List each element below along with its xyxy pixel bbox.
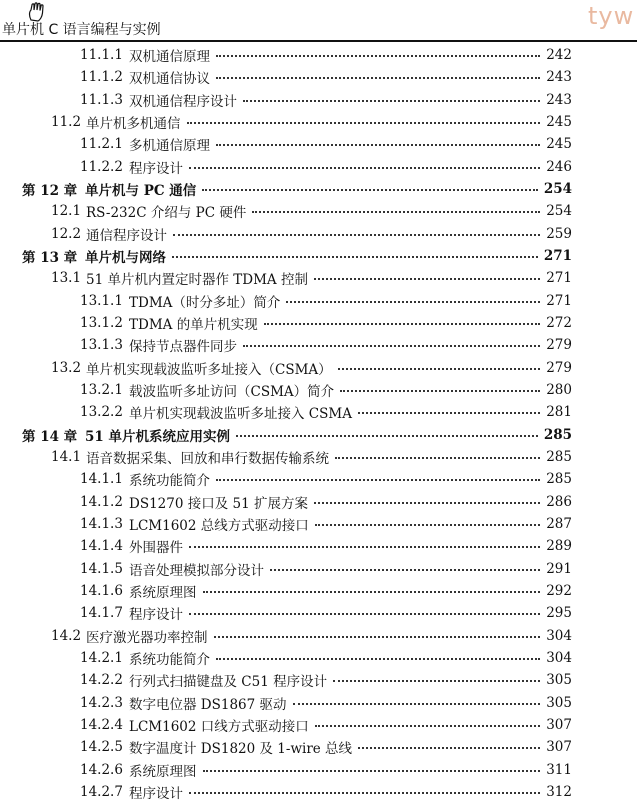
toc-leader-dots — [270, 569, 540, 571]
toc-title: 双机通信程序设计 — [129, 93, 237, 110]
toc-subsection-row — [0, 558, 637, 580]
toc-leader-dots — [286, 301, 540, 303]
toc-title: 载波监听多址访问（CSMA）简介 — [129, 383, 335, 400]
toc-number: 13.1.3 — [80, 337, 123, 354]
toc-page-number: 271 — [543, 247, 572, 264]
toc-page-number: 307 — [546, 716, 572, 733]
toc-leader-dots — [189, 546, 540, 548]
toc-number: 11.1.1 — [80, 47, 123, 63]
toc-title: 语音处理模拟部分设计 — [129, 562, 264, 579]
toc-number: 14.2.5 — [80, 739, 123, 756]
toc-subsection-row — [0, 44, 637, 66]
toc-subsection-row — [0, 669, 637, 691]
toc-number: 14.2 — [51, 627, 82, 644]
toc-page-number: 243 — [546, 69, 572, 86]
toc-subsection-row — [0, 535, 637, 557]
toc-subsection-row — [0, 401, 637, 423]
toc-leader-dots — [214, 636, 541, 638]
toc-number: 14.1.5 — [80, 560, 123, 577]
toc-number: 14.2.3 — [80, 694, 123, 711]
toc-title: TDMA 的单片机实现 — [129, 316, 258, 333]
toc-number: 14.1.4 — [80, 538, 123, 555]
toc-title: LCM1602 口线方式驱动接口 — [129, 718, 309, 735]
toc-leader-dots — [340, 390, 540, 392]
toc-leader-dots — [314, 278, 540, 280]
toc-page-number: 254 — [543, 180, 572, 197]
toc-subsection-row — [0, 602, 637, 624]
toc-leader-dots — [216, 77, 540, 79]
toc-subsection-row — [0, 312, 637, 334]
toc-title: DS1270 接口及 51 扩展方案 — [129, 495, 308, 512]
toc-leader-dots — [315, 725, 540, 727]
toc-page-number: 304 — [546, 627, 572, 644]
toc-leader-dots — [243, 345, 540, 347]
toc-title: 单片机多机通信 — [86, 115, 181, 132]
toc-page-number: 287 — [546, 515, 572, 532]
toc-title: 系统原理图 — [129, 763, 197, 780]
toc-title: 数字电位器 DS1867 驱动 — [129, 696, 287, 713]
toc-page-number: 285 — [546, 448, 572, 465]
toc-leader-dots — [189, 792, 540, 794]
toc-leader-dots — [243, 100, 540, 102]
toc-title: 单片机与 PC 通信 — [85, 182, 197, 199]
toc-section-row — [0, 223, 637, 245]
toc-page-number: 285 — [546, 471, 572, 488]
toc-title: TDMA（时分多址）简介 — [129, 294, 281, 311]
toc-title: 双机通信协议 — [129, 71, 210, 88]
toc-number: 11.1.3 — [80, 91, 123, 108]
toc-leader-dots — [216, 658, 540, 660]
toc-number: 14.1.3 — [80, 515, 123, 532]
toc-title: 单片机与网络 — [85, 249, 166, 266]
toc-chapter-row — [0, 245, 637, 267]
toc-subsection-row — [0, 714, 637, 736]
toc-page-number: 281 — [546, 404, 572, 421]
toc-leader-dots — [264, 323, 541, 325]
toc-section-row — [0, 357, 637, 379]
toc-subsection-row — [0, 133, 637, 155]
toc-number: 12.1 — [51, 203, 82, 220]
toc-number: 13.1.2 — [80, 314, 123, 331]
toc-subsection-row — [0, 290, 637, 312]
toc-page-number: 271 — [546, 292, 572, 309]
toc-section-row — [0, 446, 637, 468]
toc-subsection-row — [0, 66, 637, 88]
toc-leader-dots — [203, 591, 541, 593]
toc-number: 14.2.1 — [80, 649, 123, 666]
toc-page-number: 243 — [546, 91, 572, 108]
toc-number: 14.1.6 — [80, 582, 123, 599]
toc-subsection-row — [0, 334, 637, 356]
toc-leader-dots — [216, 55, 540, 57]
toc-number: 11.2 — [51, 113, 82, 130]
toc-subsection-row — [0, 379, 637, 401]
toc-page-number: 279 — [546, 337, 572, 354]
toc-subsection-row — [0, 156, 637, 178]
toc-section-row — [0, 267, 637, 289]
toc-page-number: 312 — [546, 783, 572, 800]
toc-leader-dots — [315, 524, 540, 526]
toc-page-number: 304 — [546, 649, 572, 666]
toc-subsection-row — [0, 491, 637, 513]
toc-title: 系统功能简介 — [129, 651, 210, 668]
toc-title: 系统原理图 — [129, 584, 197, 601]
toc-title: 单片机实现载波监听多址接入 CSMA — [129, 406, 352, 423]
toc-number: 13.2.2 — [80, 404, 123, 421]
toc-leader-dots — [333, 680, 540, 682]
toc-page-number: 307 — [546, 739, 572, 756]
toc-title: 程序设计 — [129, 607, 183, 624]
toc-subsection-row — [0, 759, 637, 781]
toc-leader-dots — [189, 167, 540, 169]
toc-page-number: 272 — [546, 314, 572, 331]
book-title: 单片机 C 语言编程与实例 — [2, 22, 161, 38]
toc-page-number: 279 — [546, 359, 572, 376]
toc-section-row — [0, 625, 637, 647]
toc-number: 14.2.2 — [80, 672, 123, 689]
toc-number: 12.2 — [51, 225, 82, 242]
toc-number: 14.1 — [51, 448, 82, 465]
toc-page-number: 292 — [546, 582, 572, 599]
toc-page-number: 305 — [546, 694, 572, 711]
toc-section-row — [0, 111, 637, 133]
toc-leader-dots — [252, 211, 540, 213]
toc-subsection-row — [0, 692, 637, 714]
toc-leader-dots — [335, 457, 540, 459]
toc-leader-dots — [358, 747, 540, 749]
toc-section-row — [0, 200, 637, 222]
toc-number: 第 12 章 — [22, 182, 78, 199]
toc-title: 外围器件 — [129, 540, 183, 557]
toc-title: 医疗激光器功率控制 — [86, 629, 208, 646]
toc-leader-dots — [172, 256, 538, 258]
toc-leader-dots — [338, 368, 541, 370]
header-rule — [0, 40, 637, 42]
toc-number: 14.2.7 — [80, 783, 123, 800]
toc-title: LCM1602 总线方式驱动接口 — [129, 517, 309, 534]
toc-leader-dots — [358, 412, 540, 414]
toc-page-number: 245 — [546, 113, 572, 130]
toc-chapter-row — [0, 424, 637, 446]
toc-page-number: 242 — [546, 47, 572, 63]
toc-page-number: 305 — [546, 672, 572, 689]
toc-number: 13.2 — [51, 359, 82, 376]
toc-number: 14.1.1 — [80, 471, 123, 488]
toc-title: 51 单片机内置定时器作 TDMA 控制 — [86, 272, 308, 289]
toc-leader-dots — [187, 122, 541, 124]
toc-chapter-row — [0, 178, 637, 200]
toc-page-number: 291 — [546, 560, 572, 577]
toc-page-number: 254 — [546, 203, 572, 220]
toc-leader-dots — [236, 435, 538, 437]
toc-number: 11.1.2 — [80, 69, 123, 86]
toc-number: 13.1 — [51, 270, 82, 287]
toc-page-number: 289 — [546, 538, 572, 555]
toc-page-number: 271 — [546, 270, 572, 287]
toc-leader-dots — [314, 502, 540, 504]
toc-title: 多机通信原理 — [129, 138, 210, 155]
toc-number: 第 13 章 — [22, 249, 78, 266]
toc-title: 51 单片机系统应用实例 — [85, 428, 230, 445]
toc-title: RS-232C 介绍与 PC 硬件 — [86, 205, 247, 222]
toc-leader-dots — [202, 189, 538, 191]
toc-leader-dots — [216, 479, 540, 481]
toc-page-number: 295 — [546, 605, 572, 622]
toc-title: 程序设计 — [129, 160, 183, 177]
toc-title: 数字温度计 DS1820 及 1-wire 总线 — [129, 741, 353, 758]
toc-leader-dots — [216, 144, 540, 146]
toc-title: 通信程序设计 — [86, 227, 167, 244]
toc-subsection-row — [0, 468, 637, 490]
toc-number: 14.2.6 — [80, 761, 123, 778]
toc-page-number: 286 — [546, 493, 572, 510]
toc-page-number: 311 — [546, 761, 572, 778]
toc-title: 保持节点器件同步 — [129, 339, 237, 356]
toc-title: 行列式扫描键盘及 C51 程序设计 — [129, 674, 328, 691]
toc-number: 11.2.2 — [80, 158, 123, 175]
toc-leader-dots — [173, 234, 540, 236]
toc-subsection-row — [0, 89, 637, 111]
toc-number: 14.2.4 — [80, 716, 123, 733]
toc-number: 第 14 章 — [22, 428, 78, 445]
toc-title: 系统功能简介 — [129, 473, 210, 490]
toc-leader-dots — [293, 703, 541, 705]
toc-number: 13.2.1 — [80, 381, 123, 398]
toc-subsection-row — [0, 647, 637, 669]
toc-subsection-row — [0, 781, 637, 803]
toc-subsection-row — [0, 736, 637, 758]
toc-number: 14.1.2 — [80, 493, 123, 510]
toc-page-number: 246 — [546, 158, 572, 175]
toc-subsection-row — [0, 580, 637, 602]
toc-page-number: 259 — [546, 225, 572, 242]
toc-title: 语音数据采集、回放和串行数据传输系统 — [86, 450, 329, 467]
toc-title: 双机通信原理 — [129, 49, 210, 65]
watermark: tyw — [588, 2, 635, 30]
toc-leader-dots — [203, 770, 541, 772]
toc-number: 14.1.7 — [80, 605, 123, 622]
toc-number: 11.2.1 — [80, 136, 123, 153]
page-header — [0, 0, 637, 46]
toc-number: 13.1.1 — [80, 292, 123, 309]
toc-subsection-row — [0, 513, 637, 535]
toc-page-number: 285 — [543, 426, 572, 443]
toc-title: 程序设计 — [129, 785, 183, 802]
toc-leader-dots — [189, 613, 540, 615]
toc-page-number: 245 — [546, 136, 572, 153]
toc-page-number: 280 — [546, 381, 572, 398]
toc-title: 单片机实现载波监听多址接入（CSMA） — [86, 361, 332, 378]
